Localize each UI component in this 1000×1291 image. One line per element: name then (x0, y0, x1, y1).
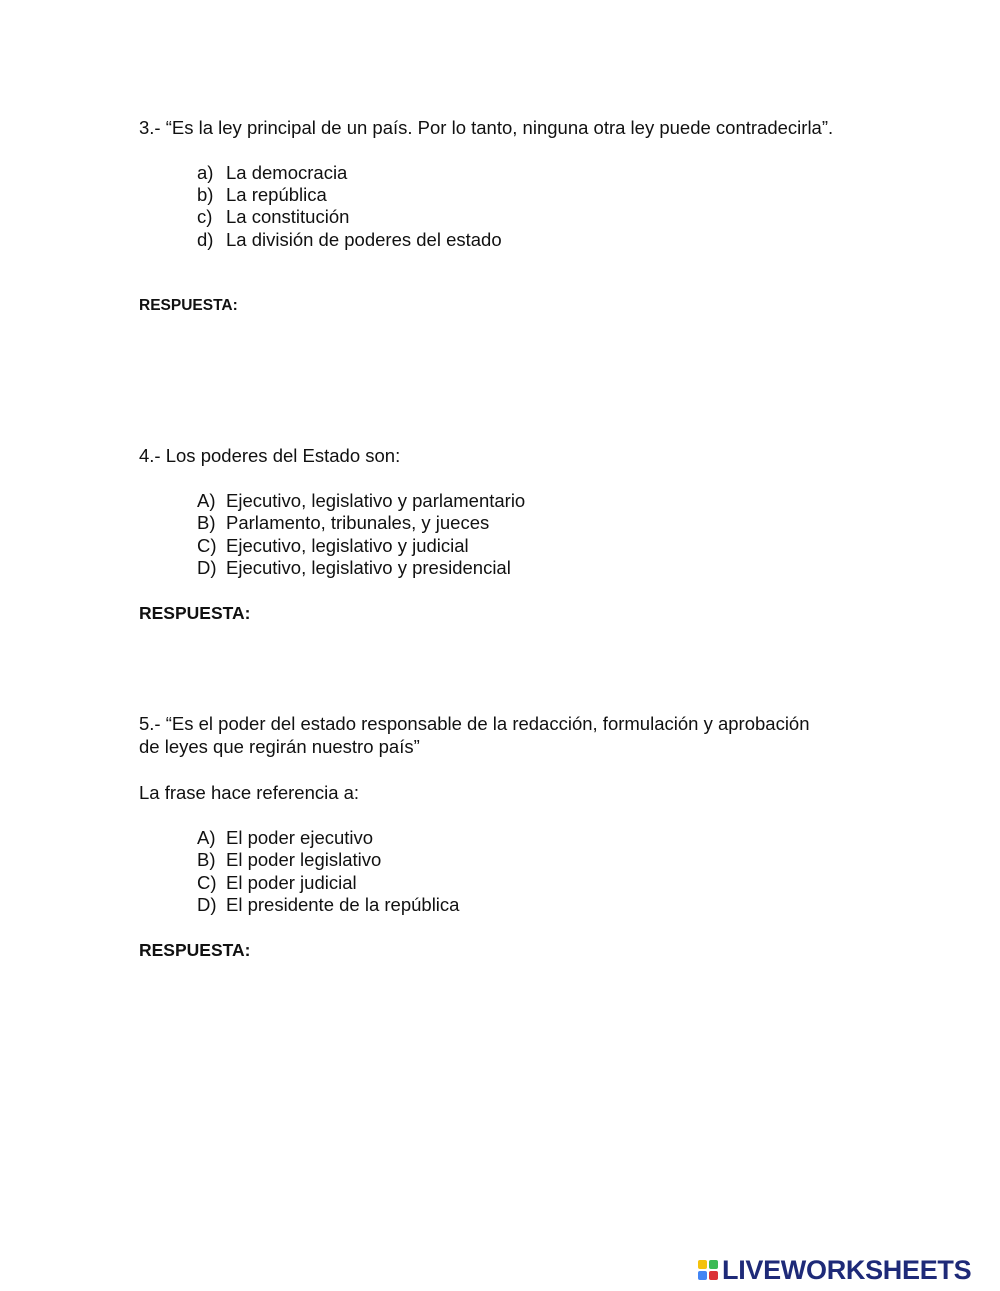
question-5-answer-label: RESPUESTA: (139, 940, 251, 960)
question-5-text-line-1: 5.- “Es el poder del estado responsable de la redacción, formulación y aprobación (139, 713, 810, 734)
option-letter: A) (197, 490, 216, 511)
question-5-option-c[interactable] (197, 872, 357, 894)
question-3-option-d[interactable] (197, 229, 502, 251)
option-text: Parlamento, tribunales, y jueces (226, 512, 490, 533)
option-letter: d) (197, 229, 214, 250)
question-4-option-d[interactable] (197, 557, 511, 579)
question-3-option-b[interactable] (197, 184, 327, 206)
question-5-option-b[interactable] (197, 849, 381, 871)
option-letter: D) (197, 557, 217, 578)
option-letter: D) (197, 894, 217, 915)
question-5-option-a[interactable] (197, 827, 373, 849)
option-text: El poder judicial (226, 872, 357, 893)
logo-text: LIVEWORKSHEETS (722, 1254, 972, 1285)
logo-block-yellow (698, 1260, 707, 1269)
question-4-answer-label: RESPUESTA: (139, 603, 251, 623)
option-text: Ejecutivo, legislativo y judicial (226, 535, 469, 556)
option-letter: B) (197, 849, 216, 870)
option-letter: A) (197, 827, 216, 848)
option-text: El poder legislativo (226, 849, 382, 870)
question-5-text-line-2: de leyes que regirán nuestro país” (139, 736, 420, 757)
option-text: El poder ejecutivo (226, 827, 374, 848)
logo-block-green (709, 1260, 718, 1269)
option-letter: C) (197, 535, 217, 556)
option-text: La constitución (226, 206, 350, 227)
question-4-option-b[interactable] (197, 512, 489, 534)
option-text: La república (226, 184, 327, 205)
option-text: Ejecutivo, legislativo y parlamentario (226, 490, 526, 511)
option-letter: C) (197, 872, 217, 893)
question-3-option-a[interactable] (197, 162, 347, 184)
option-letter: B) (197, 512, 216, 533)
option-text: Ejecutivo, legislativo y presidencial (226, 557, 511, 578)
question-3-text: 3.- “Es la ley principal de un país. Por lo tanto, ninguna otra ley puede contradecirla”. (139, 117, 834, 138)
logo-block-red (709, 1271, 718, 1280)
question-5-prompt: La frase hace referencia a: (139, 782, 360, 803)
option-text: La democracia (226, 162, 348, 183)
option-letter: c) (197, 206, 213, 227)
question-4-option-c[interactable] (197, 535, 469, 557)
liveworksheets-logo (698, 1254, 971, 1286)
question-3-option-c[interactable] (197, 206, 349, 228)
question-4-option-a[interactable] (197, 490, 525, 512)
option-letter: b) (197, 184, 214, 205)
question-5-option-d[interactable] (197, 894, 459, 916)
option-text: La división de poderes del estado (226, 229, 502, 250)
question-3-answer-label: RESPUESTA: (139, 297, 238, 314)
question-4-text: 4.- Los poderes del Estado son: (139, 445, 401, 466)
option-text: El presidente de la república (226, 894, 460, 915)
option-letter: a) (197, 162, 214, 183)
logo-block-blue (698, 1271, 707, 1280)
logo-blocks-icon (698, 1260, 718, 1280)
